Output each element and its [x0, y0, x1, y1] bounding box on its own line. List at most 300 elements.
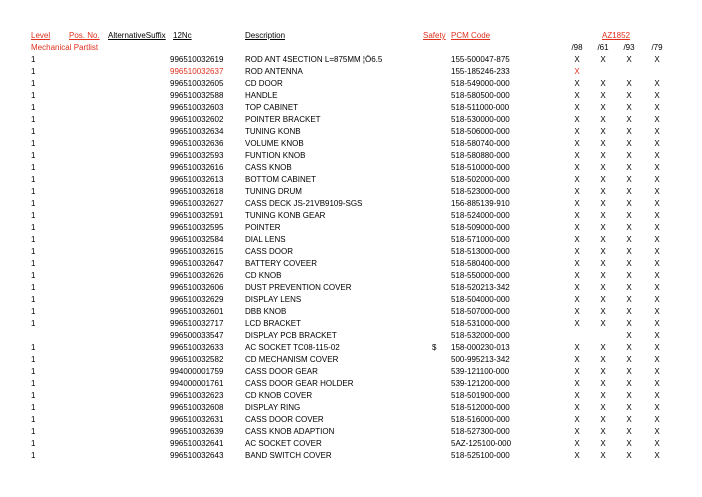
level-cell: 1	[31, 103, 36, 112]
variant-mark-cell: X	[574, 403, 580, 412]
pcm-code-cell: 518-512000-000	[451, 403, 510, 412]
level-cell: 1	[31, 175, 36, 184]
variant-mark-cell: X	[574, 355, 580, 364]
variant-mark-cell: X	[574, 259, 580, 268]
variant-header-61: /61	[597, 43, 609, 52]
header-alternative-suffix: AlternativeSuffix	[108, 31, 166, 40]
header-description: Description	[245, 31, 286, 40]
variant-mark-cell: X	[626, 283, 632, 292]
variant-mark-cell: X	[600, 295, 606, 304]
variant-mark-cell: X	[654, 283, 660, 292]
variant-mark-cell: X	[626, 55, 632, 64]
variant-mark-cell: X	[626, 247, 632, 256]
variant-mark-cell: X	[600, 403, 606, 412]
description-cell: DISPLAY PCB BRACKET	[245, 331, 337, 340]
variant-mark-cell: X	[626, 79, 632, 88]
table-row	[0, 210, 702, 222]
pcm-code-cell: 5AZ-125100-000	[451, 439, 512, 448]
nc-cell: 996510032647	[170, 259, 224, 268]
pcm-code-cell: 518-511000-000	[451, 103, 510, 112]
nc-cell: 996510032634	[170, 127, 224, 136]
variant-mark-cell: X	[600, 439, 606, 448]
nc-cell: 996510032602	[170, 115, 224, 124]
safety-cell: $	[432, 343, 437, 352]
description-cell: TOP CABINET	[245, 103, 299, 112]
variant-mark-cell: X	[626, 139, 632, 148]
nc-cell: 996510032631	[170, 415, 224, 424]
variant-mark-cell: X	[574, 247, 580, 256]
variant-mark-cell: X	[654, 223, 660, 232]
header-model: AZ1852	[602, 31, 631, 40]
nc-cell: 996510032603	[170, 103, 224, 112]
variant-mark-cell: X	[654, 199, 660, 208]
level-cell: 1	[31, 139, 36, 148]
level-cell: 1	[31, 199, 36, 208]
description-cell: AC SOCKET COVER	[245, 439, 322, 448]
variant-mark-cell: X	[626, 391, 632, 400]
description-cell: TUNING DRUM	[245, 187, 302, 196]
level-cell: 1	[31, 115, 36, 124]
description-cell: CASS DOOR	[245, 247, 294, 256]
table-row	[0, 54, 702, 66]
nc-cell: 996510032633	[170, 343, 224, 352]
level-cell: 1	[31, 403, 36, 412]
description-cell: CD KNOB	[245, 271, 282, 280]
table-row	[0, 270, 702, 282]
table-row	[0, 438, 702, 450]
level-cell: 1	[31, 127, 36, 136]
description-cell: BATTERY COVEER	[245, 259, 318, 268]
pcm-code-cell: 518-509000-000	[451, 223, 510, 232]
variant-mark-cell: X	[600, 187, 606, 196]
variant-mark-cell: X	[600, 307, 606, 316]
variant-mark-cell: X	[626, 223, 632, 232]
pcm-code-cell: 518-501900-000	[451, 391, 510, 400]
nc-cell: 996510032618	[170, 187, 224, 196]
variant-mark-cell: X	[574, 175, 580, 184]
variant-mark-cell: X	[654, 391, 660, 400]
variant-mark-cell: X	[574, 271, 580, 280]
pcm-code-cell: 539-121200-000	[451, 379, 510, 388]
level-cell: 1	[31, 211, 36, 220]
variant-mark-cell: X	[600, 343, 606, 352]
level-cell: 1	[31, 355, 36, 364]
variant-mark-cell: X	[574, 283, 580, 292]
header-safety: Safety	[423, 31, 446, 40]
nc-cell: 996510032601	[170, 307, 224, 316]
table-row	[0, 426, 702, 438]
pcm-code-cell: 518-580500-000	[451, 91, 510, 100]
variant-mark-cell: X	[600, 103, 606, 112]
nc-cell: 994000001761	[170, 379, 224, 388]
table-row	[0, 186, 702, 198]
description-cell: DBB KNOB	[245, 307, 287, 316]
variant-mark-cell: X	[654, 103, 660, 112]
variant-mark-cell: X	[574, 79, 580, 88]
variant-mark-cell: X	[574, 55, 580, 64]
description-cell: CD KNOB COVER	[245, 391, 313, 400]
variant-mark-cell: X	[626, 235, 632, 244]
variant-mark-cell: X	[654, 331, 660, 340]
variant-mark-cell: X	[626, 115, 632, 124]
table-row	[0, 174, 702, 186]
table-row	[0, 138, 702, 150]
pcm-code-cell: 518-580880-000	[451, 151, 510, 160]
description-cell: CASS DOOR GEAR	[245, 367, 318, 376]
description-cell: DIAL LENS	[245, 235, 286, 244]
description-cell: CASS KNOB	[245, 163, 292, 172]
pcm-code-cell: 518-531000-000	[451, 319, 510, 328]
pcm-code-cell: 518-523000-000	[451, 187, 510, 196]
nc-cell: 996510032717	[170, 319, 224, 328]
pcm-code-cell: 518-580740-000	[451, 139, 510, 148]
variant-mark-cell: X	[626, 163, 632, 172]
variant-mark-cell: X	[574, 391, 580, 400]
variant-mark-cell: X	[654, 163, 660, 172]
pcm-code-cell: 518-571000-000	[451, 235, 510, 244]
level-cell: 1	[31, 151, 36, 160]
table-row	[0, 126, 702, 138]
variant-mark-cell: X	[574, 187, 580, 196]
table-row	[0, 450, 702, 462]
variant-mark-cell: X	[654, 307, 660, 316]
level-cell: 1	[31, 271, 36, 280]
variant-header-98: /98	[571, 43, 583, 52]
variant-mark-cell: X	[626, 343, 632, 352]
variant-mark-cell: X	[574, 223, 580, 232]
pcm-code-cell: 155-185246-233	[451, 67, 510, 76]
variant-mark-cell: X	[600, 355, 606, 364]
variant-mark-cell: X	[626, 331, 632, 340]
variant-mark-cell: X	[626, 175, 632, 184]
variant-mark-cell: X	[626, 355, 632, 364]
variant-mark-cell: X	[626, 211, 632, 220]
variant-mark-cell: X	[600, 151, 606, 160]
table-row	[0, 90, 702, 102]
table-row	[0, 102, 702, 114]
table-row	[0, 414, 702, 426]
variant-mark-cell: X	[574, 67, 580, 76]
table-row	[0, 282, 702, 294]
pcm-code-cell: 518-550000-000	[451, 271, 510, 280]
pcm-code-cell: 518-527300-000	[451, 427, 510, 436]
variant-mark-cell: X	[626, 307, 632, 316]
variant-mark-cell: X	[654, 211, 660, 220]
pcm-code-cell: 518-502000-000	[451, 175, 510, 184]
nc-cell: 996510032623	[170, 391, 224, 400]
nc-cell: 996510032588	[170, 91, 224, 100]
variant-mark-cell: X	[600, 391, 606, 400]
nc-cell: 996510032615	[170, 247, 224, 256]
variant-mark-cell: X	[654, 187, 660, 196]
level-cell: 1	[31, 259, 36, 268]
level-cell: 1	[31, 67, 36, 76]
variant-mark-cell: X	[654, 271, 660, 280]
table-row	[0, 318, 702, 330]
level-cell: 1	[31, 163, 36, 172]
header-12nc: 12Nc	[173, 31, 192, 40]
level-cell: 1	[31, 91, 36, 100]
description-cell: POINTER	[245, 223, 281, 232]
level-cell: 1	[31, 367, 36, 376]
variant-mark-cell: X	[600, 127, 606, 136]
description-cell: DUST PREVENTION COVER	[245, 283, 352, 292]
description-cell: CASS DOOR GEAR HOLDER	[245, 379, 354, 388]
pcm-code-cell: 518-506000-000	[451, 127, 510, 136]
variant-mark-cell: X	[574, 367, 580, 376]
variant-mark-cell: X	[600, 271, 606, 280]
table-row	[0, 306, 702, 318]
variant-header-79: /79	[651, 43, 663, 52]
variant-mark-cell: X	[600, 79, 606, 88]
description-cell: AC SOCKET TC08-115-02	[245, 343, 340, 352]
variant-mark-cell: X	[574, 115, 580, 124]
variant-mark-cell: X	[574, 199, 580, 208]
variant-mark-cell: X	[626, 199, 632, 208]
table-row	[0, 342, 702, 354]
description-cell: VOLUME KNOB	[245, 139, 304, 148]
nc-cell: 996510032606	[170, 283, 224, 292]
pcm-code-cell: 156-885139-910	[451, 199, 510, 208]
variant-mark-cell: X	[600, 163, 606, 172]
variant-mark-cell: X	[626, 439, 632, 448]
pcm-code-cell: 539-121100-000	[451, 367, 510, 376]
variant-mark-cell: X	[654, 139, 660, 148]
variant-mark-cell: X	[626, 259, 632, 268]
level-cell: 1	[31, 439, 36, 448]
table-row	[0, 162, 702, 174]
variant-mark-cell: X	[600, 247, 606, 256]
level-cell: 1	[31, 379, 36, 388]
nc-cell: 996510032626	[170, 271, 224, 280]
variant-mark-cell: X	[654, 295, 660, 304]
table-row	[0, 198, 702, 210]
variant-mark-cell: X	[574, 103, 580, 112]
description-cell: ROD ANTENNA	[245, 67, 303, 76]
variant-mark-cell: X	[600, 367, 606, 376]
level-cell: 1	[31, 283, 36, 292]
variant-mark-cell: X	[626, 103, 632, 112]
variant-mark-cell: X	[574, 427, 580, 436]
variant-mark-cell: X	[626, 187, 632, 196]
nc-cell: 996510032643	[170, 451, 224, 460]
description-cell: CD DOOR	[245, 79, 283, 88]
variant-mark-cell: X	[654, 115, 660, 124]
variant-mark-cell: X	[654, 319, 660, 328]
variant-mark-cell: X	[626, 403, 632, 412]
variant-mark-cell: X	[654, 259, 660, 268]
nc-cell: 996510032636	[170, 139, 224, 148]
variant-mark-cell: X	[600, 55, 606, 64]
variant-mark-cell: X	[600, 319, 606, 328]
table-row	[0, 222, 702, 234]
variant-mark-cell: X	[574, 379, 580, 388]
nc-cell: 996510032627	[170, 199, 224, 208]
pcm-code-cell: 500-995213-342	[451, 355, 510, 364]
pcm-code-cell: 518-580400-000	[451, 259, 510, 268]
variant-mark-cell: X	[654, 355, 660, 364]
variant-mark-cell: X	[574, 307, 580, 316]
pcm-code-cell: 518-530000-000	[451, 115, 510, 124]
table-row	[0, 390, 702, 402]
table-row	[0, 66, 702, 78]
level-cell: 1	[31, 235, 36, 244]
table-row	[0, 258, 702, 270]
table-row	[0, 402, 702, 414]
level-cell: 1	[31, 247, 36, 256]
pcm-code-cell: 518-504000-000	[451, 295, 510, 304]
description-cell: DISPLAY LENS	[245, 295, 302, 304]
table-row	[0, 366, 702, 378]
description-cell: TUNING KONB GEAR	[245, 211, 326, 220]
nc-cell: 996510032593	[170, 151, 224, 160]
variant-mark-cell: X	[600, 379, 606, 388]
variant-mark-cell: X	[654, 55, 660, 64]
header-level: Level	[31, 31, 51, 40]
variant-mark-cell: X	[574, 211, 580, 220]
pcm-code-cell: 155-500047-875	[451, 55, 510, 64]
variant-mark-cell: X	[600, 259, 606, 268]
variant-mark-cell: X	[574, 139, 580, 148]
nc-cell: 996510032591	[170, 211, 224, 220]
table-row	[0, 354, 702, 366]
pcm-code-cell: 158-000230-013	[451, 343, 510, 352]
variant-mark-cell: X	[626, 379, 632, 388]
description-cell: CASS KNOB ADAPTION	[245, 427, 335, 436]
variant-mark-cell: X	[654, 415, 660, 424]
variant-mark-cell: X	[654, 379, 660, 388]
table-row	[0, 330, 702, 342]
description-cell: CASS DOOR COVER	[245, 415, 324, 424]
level-cell: 1	[31, 307, 36, 316]
variant-mark-cell: X	[654, 247, 660, 256]
nc-cell: 996510032639	[170, 427, 224, 436]
variant-mark-cell: X	[600, 91, 606, 100]
pcm-code-cell: 518-516000-000	[451, 415, 510, 424]
description-cell: CD MECHANISM COVER	[245, 355, 339, 364]
pcm-code-cell: 518-549000-000	[451, 79, 510, 88]
table-row	[0, 378, 702, 390]
nc-cell: 996510032595	[170, 223, 224, 232]
pcm-code-cell: 518-532000-000	[451, 331, 510, 340]
nc-cell: 994000001759	[170, 367, 224, 376]
level-cell: 1	[31, 295, 36, 304]
variant-mark-cell: X	[574, 127, 580, 136]
level-cell: 1	[31, 427, 36, 436]
variant-mark-cell: X	[626, 127, 632, 136]
variant-mark-cell: X	[654, 151, 660, 160]
nc-cell: 996510032637	[170, 67, 224, 76]
description-cell: ROD ANT 4SECTION L=875MM ¦Ö6.5	[245, 55, 383, 64]
variant-mark-cell: X	[600, 175, 606, 184]
variant-mark-cell: X	[574, 439, 580, 448]
pcm-code-cell: 518-524000-000	[451, 211, 510, 220]
level-cell: 1	[31, 55, 36, 64]
variant-mark-cell: X	[626, 151, 632, 160]
table-row	[0, 78, 702, 90]
table-row	[0, 294, 702, 306]
level-cell: 1	[31, 79, 36, 88]
variant-mark-cell: X	[600, 235, 606, 244]
variant-mark-cell: X	[654, 91, 660, 100]
variant-mark-cell: X	[574, 295, 580, 304]
variant-mark-cell: X	[626, 91, 632, 100]
variant-mark-cell: X	[600, 415, 606, 424]
level-cell: 1	[31, 391, 36, 400]
description-cell: LCD BRACKET	[245, 319, 302, 328]
nc-cell: 996510032608	[170, 403, 224, 412]
variant-mark-cell: X	[626, 427, 632, 436]
variant-mark-cell: X	[600, 211, 606, 220]
variant-mark-cell: X	[626, 451, 632, 460]
pcm-code-cell: 518-510000-000	[451, 163, 510, 172]
level-cell: 1	[31, 451, 36, 460]
description-cell: FUNTION KNOB	[245, 151, 306, 160]
table-row	[0, 246, 702, 258]
pcm-code-cell: 518-513000-000	[451, 247, 510, 256]
variant-mark-cell: X	[574, 451, 580, 460]
variant-mark-cell: X	[600, 139, 606, 148]
variant-mark-cell: X	[574, 151, 580, 160]
nc-cell: 996510032584	[170, 235, 224, 244]
level-cell: 1	[31, 415, 36, 424]
nc-cell: 996510032613	[170, 175, 224, 184]
header-pcm-code: PCM Code	[451, 31, 491, 40]
pcm-code-cell: 518-520213-342	[451, 283, 510, 292]
description-cell: BOTTOM CABINET	[245, 175, 316, 184]
variant-mark-cell: X	[626, 295, 632, 304]
description-cell: BAND SWITCH COVER	[245, 451, 332, 460]
level-cell: 1	[31, 343, 36, 352]
variant-mark-cell: X	[600, 223, 606, 232]
variant-mark-cell: X	[574, 343, 580, 352]
description-cell: CASS DECK JS-21VB9109-SGS	[245, 199, 363, 208]
variant-header-93: /93	[623, 43, 635, 52]
level-cell: 1	[31, 187, 36, 196]
variant-mark-cell: X	[654, 439, 660, 448]
variant-mark-cell: X	[654, 367, 660, 376]
variant-mark-cell: X	[654, 79, 660, 88]
nc-cell: 996510032641	[170, 439, 224, 448]
variant-mark-cell: X	[600, 427, 606, 436]
variant-mark-cell: X	[574, 163, 580, 172]
variant-mark-cell: X	[600, 199, 606, 208]
variant-mark-cell: X	[574, 319, 580, 328]
variant-mark-cell: X	[626, 367, 632, 376]
level-cell: 1	[31, 319, 36, 328]
variant-mark-cell: X	[626, 319, 632, 328]
level-cell: 1	[31, 223, 36, 232]
variant-mark-cell: X	[654, 403, 660, 412]
variant-mark-cell: X	[654, 175, 660, 184]
description-cell: DISPLAY RING	[245, 403, 301, 412]
variant-mark-cell: X	[654, 427, 660, 436]
table-row	[0, 234, 702, 246]
nc-cell: 996510032605	[170, 79, 224, 88]
description-cell: POINTER BRACKET	[245, 115, 321, 124]
variant-mark-cell: X	[600, 283, 606, 292]
nc-cell: 996500033547	[170, 331, 224, 340]
nc-cell: 996510032619	[170, 55, 224, 64]
variant-mark-cell: X	[600, 451, 606, 460]
variant-mark-cell: X	[600, 115, 606, 124]
nc-cell: 996510032582	[170, 355, 224, 364]
description-cell: TUNING KONB	[245, 127, 301, 136]
nc-cell: 996510032629	[170, 295, 224, 304]
table-row	[0, 114, 702, 126]
header-pos-no: Pos. No.	[69, 31, 100, 40]
variant-mark-cell: X	[574, 235, 580, 244]
